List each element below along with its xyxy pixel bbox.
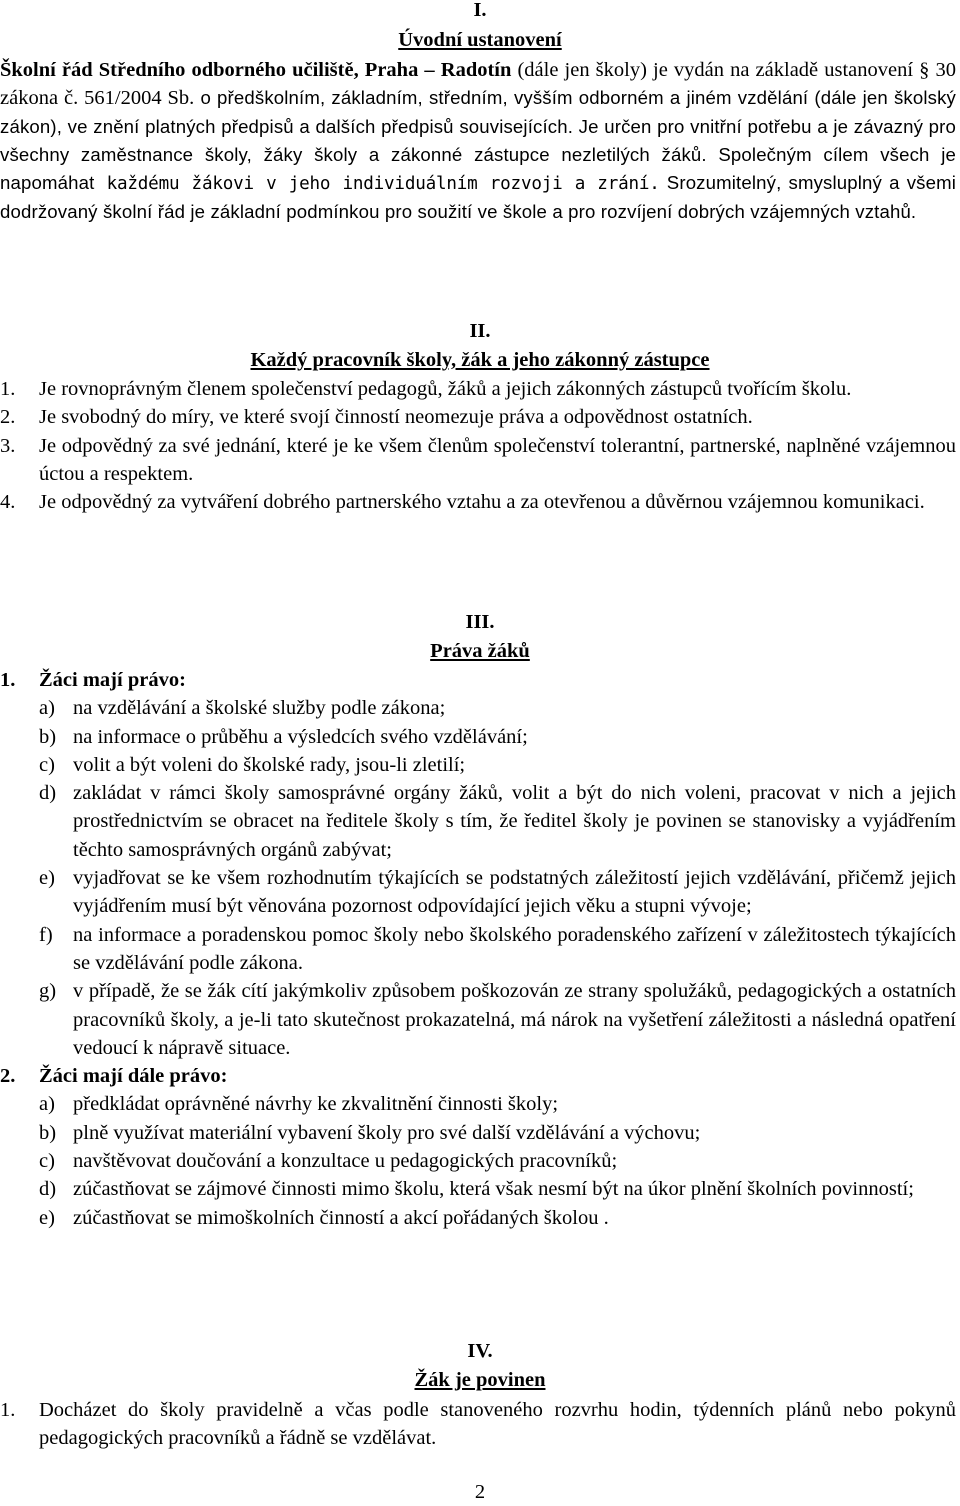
rights-group-2-lead [0, 1062, 956, 1090]
section-4-heading: Žák je povinen [414, 1369, 546, 1391]
section-1-heading: Úvodní ustanovení [398, 29, 562, 51]
section-1-number: I. [473, 0, 487, 21]
list-item [0, 779, 956, 864]
item-text: volit a být voleni do školské rady, jsou-li zletilí; [73, 753, 466, 776]
item-letter: b) [39, 725, 57, 748]
item-number: 1. [0, 1399, 16, 1421]
section-2-heading: Každý pracovník školy, žák a jeho zákonný zástupce [250, 349, 710, 371]
item-text: vyjadřovat se ke všem rozhodnutím týkajících se podstatných záležitostí jejich vzdělávání, přičemž jejich vyjádřením musí být věnována pozornost odpovídající jejich věku a stupni vývoje; [73, 867, 956, 918]
item-letter: f) [39, 923, 53, 946]
list-item [0, 694, 956, 722]
item-text: zúčastňovat se zájmové činnosti mimo školu, která však nesmí být na úkor plnění školních povinností; [73, 1178, 914, 1201]
intro-school-name: Školní řád Středního odborného učiliště, Praha – Radotín [0, 59, 512, 81]
list-item [0, 864, 956, 921]
list-item [0, 977, 956, 1062]
section-2-list [0, 375, 956, 516]
list-item [0, 488, 956, 516]
list-item [0, 921, 956, 978]
item-text: předkládat oprávněné návrhy ke zkvalitnění činnosti školy; [73, 1093, 559, 1116]
item-number: 1. [0, 669, 16, 691]
list-item [0, 1147, 956, 1175]
item-text: zakládat v rámci školy samosprávné orgány žáků, volit a být do nich voleni, pracovat v nich a jejich prostřednictvím se obracet na ředitele školy s tím, že ředitel školy je povinen se stanovisky a vyjádřením těchto samosprávných orgánů zabývat; [73, 782, 956, 861]
item-number: 2. [0, 406, 16, 429]
list-item [0, 1090, 956, 1118]
item-text: zúčastňovat se mimoškolních činností a akcí pořádaných školou . [73, 1206, 609, 1229]
list-item [0, 432, 956, 489]
list-item [0, 1119, 956, 1147]
lead-text: Žáci mají právo: [39, 669, 186, 691]
item-letter: b) [39, 1121, 57, 1144]
intro-paragraph [0, 56, 956, 227]
section-3-number: III. [465, 611, 495, 633]
student-rights-list [0, 666, 956, 1232]
item-text: na vzdělávání a školské služby podle zákona; [73, 697, 446, 720]
item-letter: a) [39, 1093, 55, 1116]
lead-text: Žáci mají dále právo: [39, 1065, 228, 1088]
list-item [0, 1396, 956, 1453]
list-item [0, 1204, 956, 1232]
item-number: 4. [0, 491, 16, 514]
item-text: Je odpovědný za své jednání, které je ke všem členům společenství tolerantní, partnerské, naplněné vzájemnou úctou a respektem. [39, 434, 956, 485]
intro-legal-basis: (dále jen školy) je vydán na základě ustanovení § 30 zákona č. 561/2004 Sb. [0, 59, 956, 110]
section-4-number: IV. [467, 1340, 493, 1362]
rights-group-1-lead [0, 666, 956, 694]
list-item [0, 375, 956, 403]
item-letter: d) [39, 782, 57, 805]
item-text: Je rovnoprávným členem společenství pedagogů, žáků a jejich zákonných zástupců tvořícím školu. [39, 378, 852, 400]
item-text: Je odpovědný za vytváření dobrého partnerského vztahu a za otevřenou a důvěrnou vzájemnou komunikaci. [39, 491, 925, 514]
item-letter: d) [39, 1178, 57, 1201]
list-item [0, 723, 956, 751]
item-letter: g) [39, 980, 57, 1003]
item-text: na informace a poradenskou pomoc školy nebo školského poradenského zařízení v záležitostech týkajících se vzdělávání podle zákona. [73, 923, 956, 974]
section-2-number: II. [469, 320, 491, 342]
item-text: plně využívat materiální vybavení školy pro své další vzdělávání a výchovu; [73, 1121, 701, 1144]
item-letter: c) [39, 1150, 55, 1173]
student-duties-list [0, 1396, 956, 1453]
item-number: 3. [0, 434, 16, 457]
item-text: navštěvovat doučování a konzultace u pedagogických pracovníků; [73, 1150, 618, 1173]
list-item [0, 403, 956, 431]
list-item [0, 751, 956, 779]
item-number: 2. [0, 1065, 16, 1088]
section-3-heading: Práva žáků [430, 640, 530, 662]
item-letter: e) [39, 867, 55, 890]
page-number: 2 [474, 1481, 486, 1503]
item-text: Je svobodný do míry, ve které svojí činností neomezuje práva a odpovědnost ostatních. [39, 406, 753, 429]
item-letter: c) [39, 753, 55, 776]
item-text: v případě, že se žák cítí jakýmkoliv způsobem poškozován ze strany spolužáků, pedagogických a ostatních pracovníků školy, a je-li tato skutečnost prokazatelná, má nárok na vyšetření záležitosti a následná opatření vedoucí k nápravě situace. [73, 980, 956, 1059]
item-letter: e) [39, 1206, 55, 1229]
intro-conclusion: Srozumitelný, smysluplný a všemi dodržovaný školní řád je základní podmínkou pro soužití ve škole a pro rozvíjení dobrých vzájemných vztahů. [0, 172, 957, 223]
item-text: na informace o průběhu a výsledcích svého vzdělávání; [73, 725, 528, 748]
intro-development: každému žákovi v jeho individuálním rozvoji a zrání. [94, 174, 660, 195]
item-letter: a) [39, 697, 55, 720]
intro-purpose: o předškolním, základním, středním, vyšším odborném a jiném vzdělání (dále jen školský zákon), ve znění platných předpisů a dalších předpisů souvisejících. Je určen pro vnitřní potřebu a je závazný pro všechny zaměstnance školy, žáky školy a zákonné zástupce nezletilých žáků. Společným cílem všech je napomáhat [0, 87, 956, 194]
list-item [0, 1175, 956, 1203]
item-text: Docházet do školy pravidelně a včas podle stanoveného rozvrhu hodin, týdenních plánů nebo pokynů pedagogických pracovníků a řádně se vzdělávat. [39, 1399, 956, 1450]
item-number: 1. [0, 378, 16, 400]
